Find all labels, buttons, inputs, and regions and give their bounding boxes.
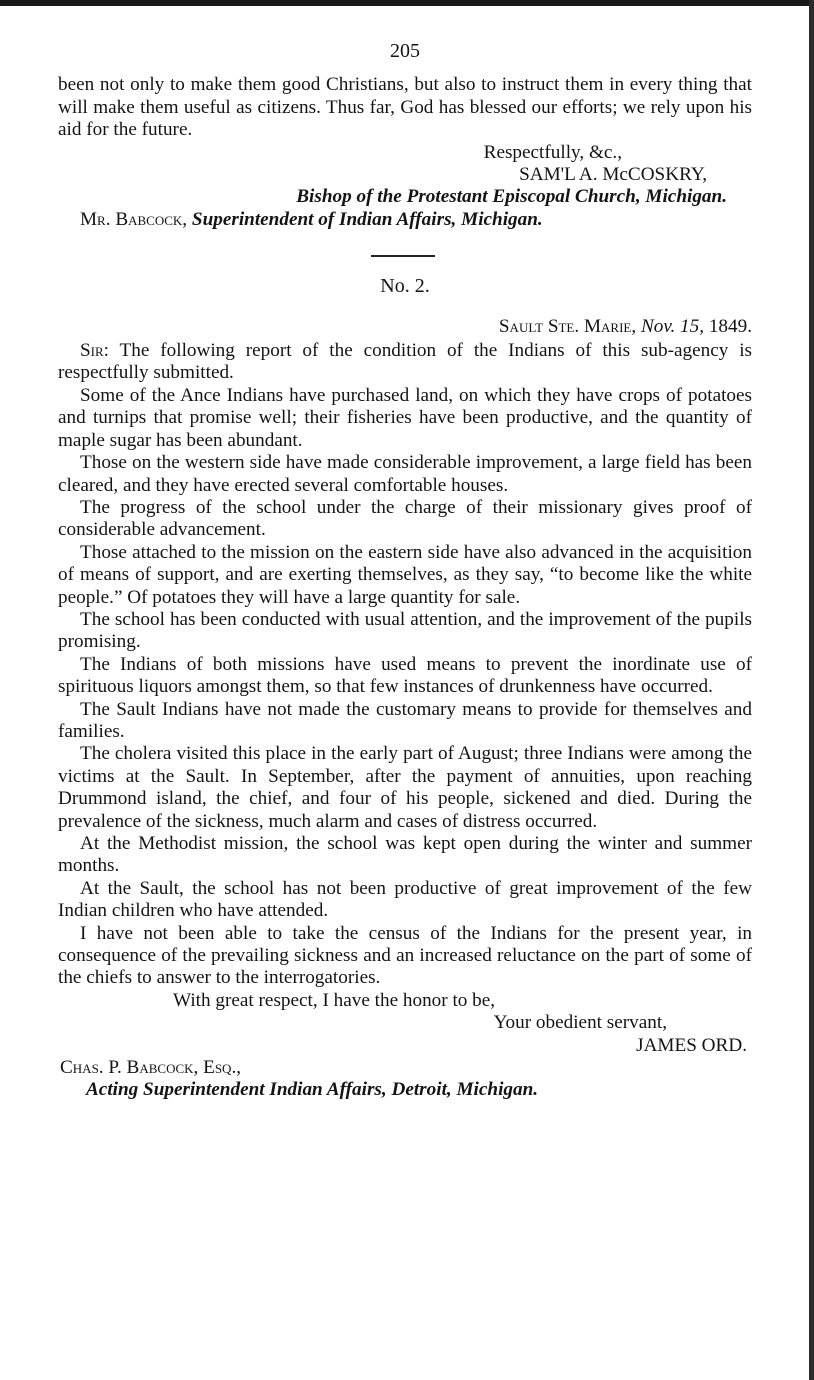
letter1-addressee — [80, 209, 752, 231]
letter2-paragraph: The Indians of both missions have used means to prevent the inordinate use of spirituous liquors amongst them, so that few instances of drunkenness have occurred. — [58, 653, 752, 698]
letter1-addressee-name: Mr. Babcock, — [80, 208, 188, 230]
letter2-paragraph: Some of the Ance Indians have purchased land, on which they have crops of potatoes and turnips that promise well; their fisheries have been productive, and the quantity of maple sugar has been abundant. — [58, 384, 752, 451]
letter2-heading: No. 2. — [380, 275, 430, 298]
letter2-addressee-title: Acting Superintendent Indian Affairs, Detroit, Michigan. — [86, 1079, 539, 1101]
letter2-closing-1: With great respect, I have the honor to be, — [173, 989, 496, 1011]
letter2-paragraph: The Sault Indians have not made the customary means to provide for themselves and families. — [58, 698, 752, 742]
letter1-signer-title: Bishop of the Protestant Episcopal Church, Michigan. — [296, 186, 727, 208]
dateline-year: 1849. — [708, 315, 752, 337]
letter2-closing-2: Your obedient servant, — [493, 1012, 667, 1034]
letter2-paragraph: At the Methodist mission, the school was kept open during the winter and summer months. — [58, 833, 752, 877]
dateline-date: Nov. 15, — [640, 315, 705, 337]
letter2-paragraph — [58, 340, 752, 385]
section-divider — [371, 255, 435, 257]
salutation: Sir: — [80, 340, 110, 362]
letter1-continuation: been not only to make them good Christians, but also to instruct them in every thing that will make them useful as citizens. Thus far, God has blessed our efforts; we rely upon his aid for the future. — [58, 74, 752, 141]
letter2-paragraph: Those attached to the mission on the eastern side have also advanced in the acquisition of means of support, and are exerting themselves, as they say, “to become like the white people.” Of potatoes they will have a large quantity for sale. — [58, 541, 752, 608]
letter1-signature: SAM'L A. McCOSKRY, — [519, 164, 707, 186]
letter2-paragraph: The school has been conducted with usual attention, and the improvement of the pupils promising. — [58, 608, 752, 653]
scan-edge-right — [809, 0, 814, 1380]
letter2-paragraph: At the Sault, the school has not been productive of great improvement of the few Indian children who have attended. — [58, 877, 752, 922]
letter1-closing: Respectfully, &c., — [483, 141, 622, 163]
page-number: 205 — [390, 40, 420, 62]
document-page — [58, 40, 752, 1102]
letter2-paragraph: The progress of the school under the charge of their missionary gives proof of considerable advancement. — [58, 496, 752, 541]
letter2-dateline — [58, 316, 752, 338]
letter2-addressee-name: Chas. P. Babcock, Esq., — [60, 1057, 242, 1079]
letter1-addressee-title: Superintendent of Indian Affairs, Michigan. — [191, 208, 543, 230]
letter2-signature: JAMES ORD. — [636, 1034, 747, 1056]
letter2-paragraph: I have not been able to take the census of the Indians for the present year, in consequence of the prevailing sickness and an increased reluctance on the part of some of the chiefs to answer to the interrogatories. — [58, 922, 752, 989]
scan-edge-top — [0, 0, 814, 6]
paragraph-text: The following report of the condition of the Indians of this sub-agency is respectfully submitted. — [58, 340, 752, 384]
dateline-place: Sault Ste. Marie, — [498, 315, 637, 337]
letter2-paragraph: The cholera visited this place in the early part of August; three Indians were among the victims at the Sault. In September, after the payment of annuities, upon reaching Drummond island, the chief, and four of his people, sickened and died. During the prevalence of the sickness, much alarm and cases of distress occurred. — [58, 743, 752, 832]
letter2-paragraph: Those on the western side have made considerable improvement, a large field has been cleared, and they have erected several comfortable houses. — [58, 452, 752, 496]
